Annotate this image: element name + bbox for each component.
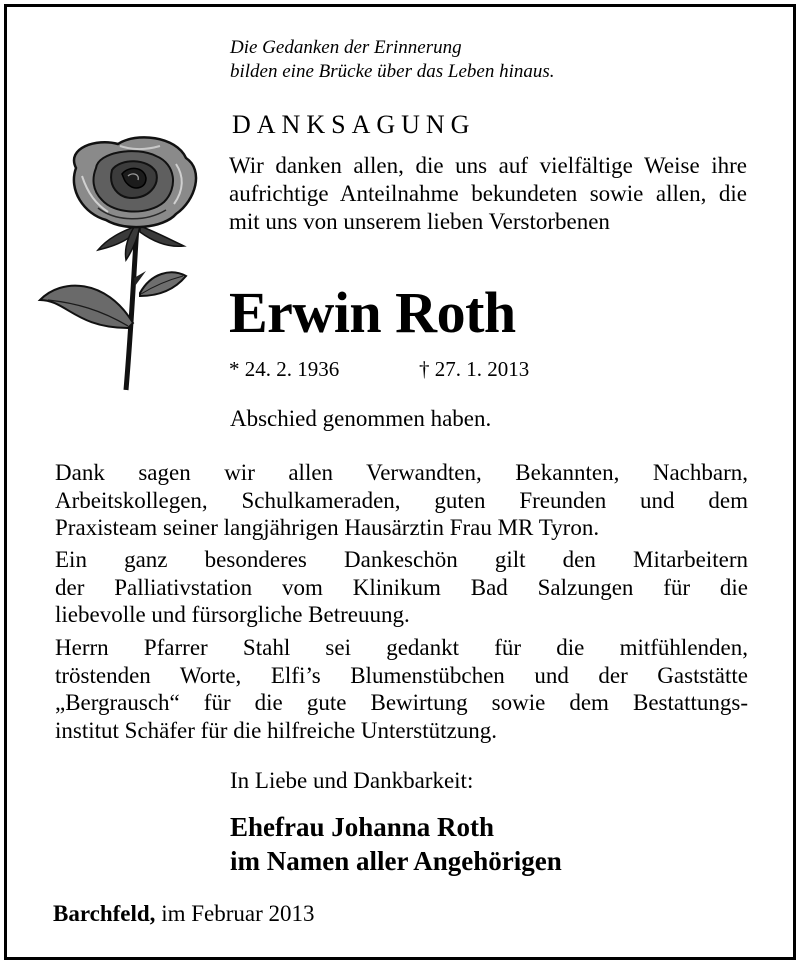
signature xyxy=(230,810,562,878)
paragraph-line: Ein ganz besonderes Dankeschön gilt den Mitarbeitern xyxy=(55,547,748,572)
place-date: im Februar 2013 xyxy=(161,901,315,926)
birth-date: * 24. 2. 1936 xyxy=(229,357,340,381)
paragraph-line: Arbeitskollegen, Schulkameraden, guten Freunden und dem xyxy=(55,487,748,513)
place-town: Barchfeld, xyxy=(53,901,156,926)
paragraph-line: tröstenden Worte, Elfi’s Blumenstübchen und der Gaststätte xyxy=(55,662,748,688)
closing-text: In Liebe und Dankbarkeit: xyxy=(230,768,474,793)
place-and-date xyxy=(53,900,315,928)
paragraph-line: institut Schäfer für die hilfreiche Unterstützung. xyxy=(55,717,497,743)
signature-line-1: Ehefrau Johanna Roth xyxy=(230,812,495,842)
deceased-name: Erwin Roth xyxy=(229,280,516,345)
paragraph-line: Dank sagen wir allen Verwandten, Bekannten, Nachbarn, xyxy=(55,460,748,485)
paragraph-line: Praxisteam seiner langjährigen Hausärztin Frau MR Tyron. xyxy=(55,515,600,541)
motto-line-2: bilden eine Brücke über das Leben hinaus. xyxy=(230,61,555,82)
rose-icon xyxy=(36,128,216,393)
intro-text: Wir danken allen, die uns auf vielfältige Weise ihre aufrichtige Anteilnahme bekundeten sowie allen, die mit uns von unserem lieben Verstorbenen xyxy=(229,153,747,234)
death-date: † 27. 1. 2013 xyxy=(419,357,530,381)
thanks-paragraph-2 xyxy=(55,546,748,629)
paragraph-line: der Palliativstation vom Klinikum Bad Salzungen für die xyxy=(55,574,748,600)
paragraph-line: liebevolle und fürsorgliche Betreuung. xyxy=(55,602,410,628)
thanks-paragraph-1 xyxy=(55,459,748,542)
thanks-paragraph-3 xyxy=(55,634,748,744)
motto-line-1: Die Gedanken der Erinnerung xyxy=(230,37,462,58)
paragraph-line: „Bergrausch“ für die gute Bewirtung sowie dem Bestattungs- xyxy=(55,690,748,716)
farewell-text: Abschied genommen haben. xyxy=(230,406,492,431)
paragraph-line: Herrn Pfarrer Stahl sei gedankt für die mitfühlenden, xyxy=(55,635,748,660)
heading-danksagung: DANKSAGUNG xyxy=(232,110,476,139)
signature-line-2: im Namen aller Angehörigen xyxy=(230,846,562,876)
